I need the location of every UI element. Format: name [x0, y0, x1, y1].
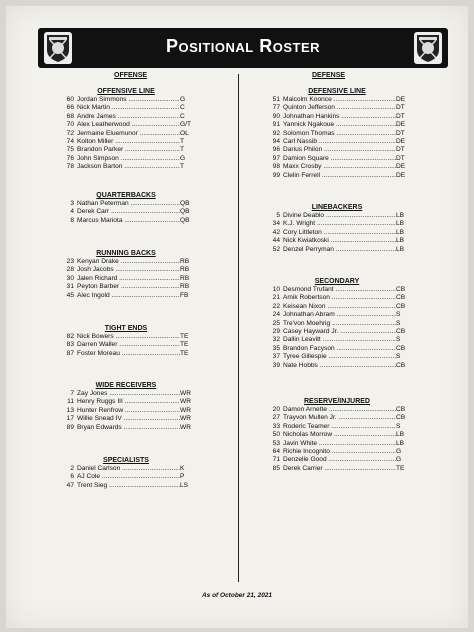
player-position: WR — [180, 390, 191, 397]
player-position: TE — [180, 333, 189, 340]
jersey-number: 77 — [272, 104, 280, 112]
jersey-number: 23 — [66, 258, 74, 265]
player-position: RB — [180, 258, 190, 265]
jersey-number: 47 — [66, 481, 74, 489]
defensive-line-section — [262, 88, 412, 180]
jersey-number: 3 — [70, 200, 74, 207]
player-position: CB — [396, 344, 406, 352]
jersey-number: 32 — [272, 336, 280, 344]
player-row — [56, 130, 196, 138]
player-name: K.J. Wright ..... — [283, 220, 396, 228]
jersey-number: 75 — [66, 146, 74, 154]
player-name: Darius Philon ..... — [283, 146, 396, 154]
player-row — [262, 246, 412, 254]
jersey-number: 64 — [272, 447, 280, 455]
jersey-number: 34 — [272, 220, 280, 228]
player-name: Tyree Gillespie ..... — [283, 353, 396, 361]
raiders-shield-logo-icon — [414, 32, 442, 64]
player-name: Nick Kwiatkoski ..... — [283, 237, 396, 245]
player-position: LB — [396, 245, 405, 253]
player-position: T — [180, 146, 185, 154]
player-row — [56, 258, 196, 266]
jersey-number: 8 — [70, 216, 74, 224]
player-position: RB — [180, 274, 190, 282]
player-name: Tre'von Moehrig ..... — [283, 320, 396, 328]
roster-sheet — [6, 6, 468, 628]
jersey-number: 74 — [66, 137, 74, 145]
player-row — [262, 229, 412, 237]
jersey-number: 11 — [67, 398, 74, 406]
jersey-number: 27 — [272, 414, 280, 422]
player-row — [56, 121, 196, 129]
player-name: Keisean Nixon ..... — [283, 303, 396, 311]
player-position: DT — [396, 112, 405, 120]
player-row — [56, 275, 196, 283]
player-row — [262, 362, 412, 370]
player-row — [56, 283, 196, 291]
offense-heading: OFFENSE — [114, 72, 148, 79]
jersey-number: 28 — [66, 266, 74, 274]
player-name: Richie Incognito ..... — [283, 448, 396, 456]
player-row — [262, 328, 412, 336]
player-row — [56, 104, 196, 112]
section-title: RUNNING BACKS — [96, 250, 156, 257]
secondary-section — [262, 278, 412, 370]
jersey-number: 68 — [66, 112, 74, 120]
player-position: S — [396, 319, 401, 327]
jersey-number: 70 — [66, 121, 74, 129]
player-position: LB — [396, 237, 405, 245]
jersey-number: 99 — [272, 171, 280, 179]
jersey-number: 52 — [272, 245, 280, 253]
player-name: Henry Ruggs III ..... — [77, 398, 180, 406]
player-row — [262, 96, 412, 104]
jersey-number: 21 — [272, 294, 280, 302]
player-position: T — [180, 137, 185, 145]
player-row — [262, 406, 412, 414]
player-row — [262, 163, 412, 171]
jersey-number: 85 — [272, 464, 280, 472]
jersey-number: 4 — [70, 208, 74, 216]
player-name: Damon Arnette ..... — [283, 406, 396, 414]
section-title: WIDE RECEIVERS — [95, 382, 157, 389]
player-name: Divine Deablo ..... — [283, 212, 396, 220]
player-name: Bryan Edwards ..... — [77, 424, 180, 432]
player-position: LB — [396, 431, 405, 439]
player-row — [262, 237, 412, 245]
player-position: DE — [396, 163, 406, 171]
jersey-number: 94 — [272, 137, 280, 145]
player-name: Brandon Facyson ..... — [283, 345, 396, 353]
player-row — [262, 286, 412, 294]
player-name: Trent Sieg ..... — [77, 482, 180, 490]
player-row — [262, 138, 412, 146]
player-row — [56, 390, 196, 398]
player-row — [56, 424, 196, 432]
player-name: Damion Square ..... — [283, 155, 396, 163]
reserve-injured-section — [262, 398, 412, 473]
player-position: DT — [396, 154, 405, 162]
player-name: Denzelle Good ..... — [283, 456, 396, 464]
player-position: P — [180, 473, 185, 481]
player-position: CB — [396, 327, 406, 335]
player-position: G — [396, 456, 402, 464]
jersey-number: 29 — [272, 327, 280, 335]
player-name: Nick Bowers ..... — [77, 333, 180, 341]
player-name: Jalen Richard ..... — [77, 275, 180, 283]
jersey-number: 98 — [272, 163, 280, 171]
jersey-number: 6 — [70, 473, 74, 481]
player-name: Clelin Ferrell ..... — [283, 172, 396, 180]
player-position: DE — [396, 171, 406, 179]
jersey-number: 83 — [66, 341, 74, 349]
jersey-number: 90 — [272, 112, 280, 120]
jersey-number: 5 — [276, 212, 280, 219]
player-position: CB — [396, 294, 406, 302]
player-position: S — [396, 336, 401, 344]
jersey-number: 10 — [272, 286, 280, 293]
jersey-number: 91 — [272, 121, 280, 129]
jersey-number: 42 — [272, 228, 280, 236]
player-name: Trayvon Mullen Jr. ..... — [283, 414, 396, 422]
player-position: DE — [396, 137, 406, 145]
player-name: Quinton Jefferson ..... — [283, 104, 396, 112]
player-row — [56, 200, 196, 208]
player-position: QB — [180, 200, 190, 207]
player-row — [262, 320, 412, 328]
jersey-number: 53 — [272, 439, 280, 447]
player-row — [56, 473, 196, 481]
player-name: Nate Hobbs ..... — [283, 362, 396, 370]
jersey-number: 37 — [272, 353, 280, 361]
jersey-number: 97 — [272, 154, 280, 162]
section-title: DEFENSIVE LINE — [308, 88, 366, 95]
player-row — [262, 311, 412, 319]
player-name: Kenyan Drake ..... — [77, 258, 180, 266]
player-position: S — [396, 422, 401, 430]
player-name: Foster Moreau ..... — [77, 350, 180, 358]
player-name: Alec Ingold ..... — [77, 292, 180, 300]
player-name: Cory Littleton ..... — [283, 229, 396, 237]
jersey-number: 51 — [272, 96, 280, 103]
jersey-number: 82 — [66, 333, 74, 340]
player-position: OL — [180, 129, 189, 137]
player-row — [262, 423, 412, 431]
player-name: Kolton Miller ..... — [77, 138, 180, 146]
jersey-number: 78 — [66, 163, 74, 171]
player-position: CB — [396, 414, 406, 422]
player-row — [56, 465, 196, 473]
player-name: Derek Carr ..... — [77, 208, 180, 216]
page-title: Positional Roster — [165, 36, 321, 56]
jersey-number: 76 — [66, 154, 74, 162]
player-name: John Simpson ..... — [77, 155, 180, 163]
jersey-number: 66 — [66, 104, 74, 112]
player-name: Josh Jacobs ..... — [77, 266, 180, 274]
player-position: K — [180, 465, 185, 472]
player-row — [56, 266, 196, 274]
jersey-number: 22 — [272, 302, 280, 310]
player-position: WR — [180, 406, 191, 414]
player-position: G/T — [180, 121, 191, 129]
player-name: Javin White ..... — [283, 440, 396, 448]
player-row — [262, 431, 412, 439]
player-position: LB — [396, 220, 405, 228]
player-position: CB — [396, 361, 406, 369]
jersey-number: 60 — [66, 96, 74, 103]
player-position: G — [396, 447, 402, 455]
jersey-number: 39 — [272, 361, 280, 369]
jersey-number: 71 — [272, 456, 280, 464]
player-position: C — [180, 104, 185, 112]
player-name: Johnathan Hankins ..... — [283, 113, 396, 121]
quarterbacks-section — [56, 192, 196, 225]
player-position: DT — [396, 129, 405, 137]
running-backs-section — [56, 250, 196, 300]
jersey-number: 13 — [66, 406, 74, 414]
jersey-number: 30 — [66, 274, 74, 282]
player-name: Roderic Teamer ..... — [283, 423, 396, 431]
player-row — [262, 414, 412, 422]
jersey-number: 35 — [272, 344, 280, 352]
tight-ends-section — [56, 325, 196, 358]
player-row — [262, 146, 412, 154]
player-row — [56, 415, 196, 423]
player-position: TE — [180, 349, 189, 357]
player-row — [56, 398, 196, 406]
player-name: Solomon Thomas ..... — [283, 130, 396, 138]
player-position: WR — [180, 415, 191, 423]
player-name: Willie Snead IV ..... — [77, 415, 180, 423]
player-name: Maxx Crosby ..... — [283, 163, 396, 171]
section-title: LINEBACKERS — [311, 204, 363, 211]
player-row — [262, 448, 412, 456]
player-row — [56, 208, 196, 216]
player-name: Amik Robertson ..... — [283, 294, 396, 302]
player-row — [262, 465, 412, 473]
player-row — [262, 155, 412, 163]
section-title: TIGHT ENDS — [104, 325, 148, 332]
player-position: WR — [180, 398, 191, 406]
player-name: Desmond Trufant ..... — [283, 286, 396, 294]
section-title: SECONDARY — [314, 278, 360, 285]
player-name: Nathan Peterman ..... — [77, 200, 180, 208]
player-row — [56, 217, 196, 225]
player-position: TE — [396, 464, 405, 472]
player-name: Alex Leatherwood ..... — [77, 121, 180, 129]
specialists-section — [56, 457, 196, 490]
jersey-number: 2 — [70, 465, 74, 472]
player-name: Dallin Leavitt ..... — [283, 336, 396, 344]
player-row — [56, 350, 196, 358]
player-name: Peyton Barber ..... — [77, 283, 180, 291]
jersey-number: 31 — [66, 283, 74, 291]
jersey-number: 24 — [272, 311, 280, 319]
linebackers-section — [262, 204, 412, 254]
player-row — [262, 104, 412, 112]
player-position: DE — [396, 121, 406, 129]
jersey-number: 20 — [272, 406, 280, 413]
player-position: G — [180, 96, 186, 103]
jersey-number: 72 — [66, 129, 74, 137]
player-position: S — [396, 353, 401, 361]
jersey-number: 87 — [66, 349, 74, 357]
title-banner — [38, 28, 448, 68]
player-name: Jackson Barton ..... — [77, 163, 180, 171]
player-row — [262, 212, 412, 220]
player-row — [56, 333, 196, 341]
jersey-number: 25 — [272, 319, 280, 327]
player-row — [262, 172, 412, 180]
player-name: Jordan Simmons ..... — [77, 96, 180, 104]
player-position: LB — [396, 439, 405, 447]
player-row — [262, 303, 412, 311]
player-row — [262, 353, 412, 361]
player-position: QB — [180, 216, 190, 224]
player-position: DT — [396, 104, 405, 112]
player-name: Brandon Parker ..... — [77, 146, 180, 154]
player-name: Derek Carrier ..... — [283, 465, 396, 473]
player-name: Johnathan Abram ..... — [283, 311, 396, 319]
jersey-number: 44 — [272, 237, 280, 245]
player-name: Zay Jones ..... — [77, 390, 180, 398]
jersey-number: 17 — [66, 415, 74, 423]
player-row — [56, 113, 196, 121]
player-row — [262, 113, 412, 121]
player-name: Nick Martin ..... — [77, 104, 180, 112]
player-position: C — [180, 112, 185, 120]
jersey-number: 45 — [66, 291, 74, 299]
player-name: Darren Waller ..... — [77, 341, 180, 349]
as-of-date: As of October 21, 2021 — [201, 592, 273, 599]
player-position: CB — [396, 406, 406, 413]
player-position: LB — [396, 228, 405, 236]
wide-receivers-section — [56, 382, 196, 432]
player-row — [56, 341, 196, 349]
player-row — [56, 163, 196, 171]
player-name: Casey Hayward Jr. ..... — [283, 328, 396, 336]
player-position: FB — [180, 291, 189, 299]
jersey-number: 96 — [272, 146, 280, 154]
player-name: Yannick Ngakoue ..... — [283, 121, 396, 129]
player-position: DE — [396, 96, 406, 103]
defense-heading: DEFENSE — [312, 72, 346, 79]
player-position: DT — [396, 146, 405, 154]
player-position: T — [180, 163, 185, 171]
jersey-number: 7 — [70, 390, 74, 397]
player-position: G — [180, 154, 186, 162]
section-title: SPECIALISTS — [103, 457, 149, 464]
jersey-number: 33 — [272, 422, 280, 430]
section-title: QUARTERBACKS — [96, 192, 156, 199]
player-row — [56, 138, 196, 146]
player-position: TE — [180, 341, 189, 349]
player-row — [262, 121, 412, 129]
player-row — [56, 146, 196, 154]
offensive-line-section — [56, 88, 196, 172]
jersey-number: 92 — [272, 129, 280, 137]
column-divider — [238, 74, 239, 582]
player-row — [262, 294, 412, 302]
player-name: Hunter Renfrow ..... — [77, 407, 180, 415]
player-row — [56, 407, 196, 415]
player-position: S — [396, 311, 401, 319]
player-name: Nicholas Morrow ..... — [283, 431, 396, 439]
player-name: Jermaine Eluemunor ..... — [77, 130, 180, 138]
player-position: QB — [180, 208, 190, 216]
player-position: WR — [180, 423, 191, 431]
player-row — [56, 155, 196, 163]
player-position: CB — [396, 286, 406, 293]
player-name: AJ Cole ..... — [77, 473, 180, 481]
player-position: RB — [180, 283, 190, 291]
player-name: Marcus Mariota ..... — [77, 217, 180, 225]
section-title: OFFENSIVE LINE — [97, 88, 155, 95]
player-row — [56, 482, 196, 490]
player-row — [262, 440, 412, 448]
player-name: Carl Nassib ..... — [283, 138, 396, 146]
player-row — [56, 292, 196, 300]
player-position: LS — [180, 481, 189, 489]
player-name: Denzel Perryman ..... — [283, 246, 396, 254]
player-row — [262, 336, 412, 344]
player-row — [262, 220, 412, 228]
jersey-number: 89 — [66, 423, 74, 431]
player-name: Daniel Carlson ..... — [77, 465, 180, 473]
player-position: LB — [396, 212, 405, 219]
player-name: Malcolm Koonce ..... — [283, 96, 396, 104]
player-name: Andre James ..... — [77, 113, 180, 121]
player-row — [262, 456, 412, 464]
player-row — [262, 345, 412, 353]
player-row — [262, 130, 412, 138]
player-position: CB — [396, 302, 406, 310]
section-title: RESERVE/INJURED — [303, 398, 370, 405]
jersey-number: 50 — [272, 431, 280, 439]
player-position: RB — [180, 266, 190, 274]
player-row — [56, 96, 196, 104]
